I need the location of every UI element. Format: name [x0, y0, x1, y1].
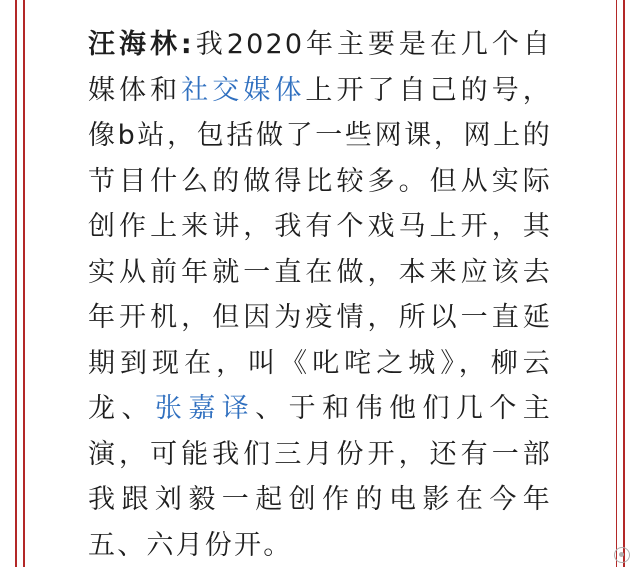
- right-border-inner: [616, 0, 618, 567]
- paragraph-line-10: 演，可能我们三月份开，还有一部: [88, 432, 552, 478]
- paragraph-line-3: 像b站，包括做了一些网课，网上的: [88, 113, 552, 159]
- link-social-media[interactable]: 社交媒体: [181, 75, 305, 106]
- link-zhang-jiayi[interactable]: 张嘉译: [155, 393, 255, 424]
- line-text: 我2020年主要是在几个自: [194, 29, 552, 60]
- paragraph-line-2: [88, 68, 552, 114]
- paragraph-line-4: 节目什么的做得比较多。但从实际: [88, 159, 552, 205]
- paragraph-line-9: [88, 386, 552, 432]
- paragraph-line-11: 我跟刘毅一起创作的电影在今年: [88, 477, 552, 523]
- line-text-post: 、于和伟他们几个主: [255, 393, 552, 424]
- line-text-pre: 龙、: [88, 393, 155, 424]
- line-text-pre: 媒体和: [88, 75, 181, 106]
- left-border-outer: [15, 0, 17, 567]
- watermark-icon: [614, 547, 630, 563]
- paragraph-line-12: 五、六月份开。: [88, 523, 552, 568]
- article-body: [88, 22, 552, 568]
- paragraph-line-7: 年开机，但因为疫情，所以一直延: [88, 295, 552, 341]
- paragraph-line-6: 实从前年就一直在做，本来应该去: [88, 250, 552, 296]
- watermark-logo: [614, 547, 630, 563]
- left-border-inner: [23, 0, 25, 567]
- line-text-post: 上开了自己的号，: [305, 75, 552, 106]
- paragraph-line-1: [88, 22, 552, 68]
- right-border-outer: [623, 0, 625, 567]
- paragraph-line-5: 创作上来讲，我有个戏马上开，其: [88, 204, 552, 250]
- speaker-name: 汪海林:: [88, 29, 194, 60]
- paragraph-line-8: 期到现在，叫《叱咤之城》，柳云: [88, 341, 552, 387]
